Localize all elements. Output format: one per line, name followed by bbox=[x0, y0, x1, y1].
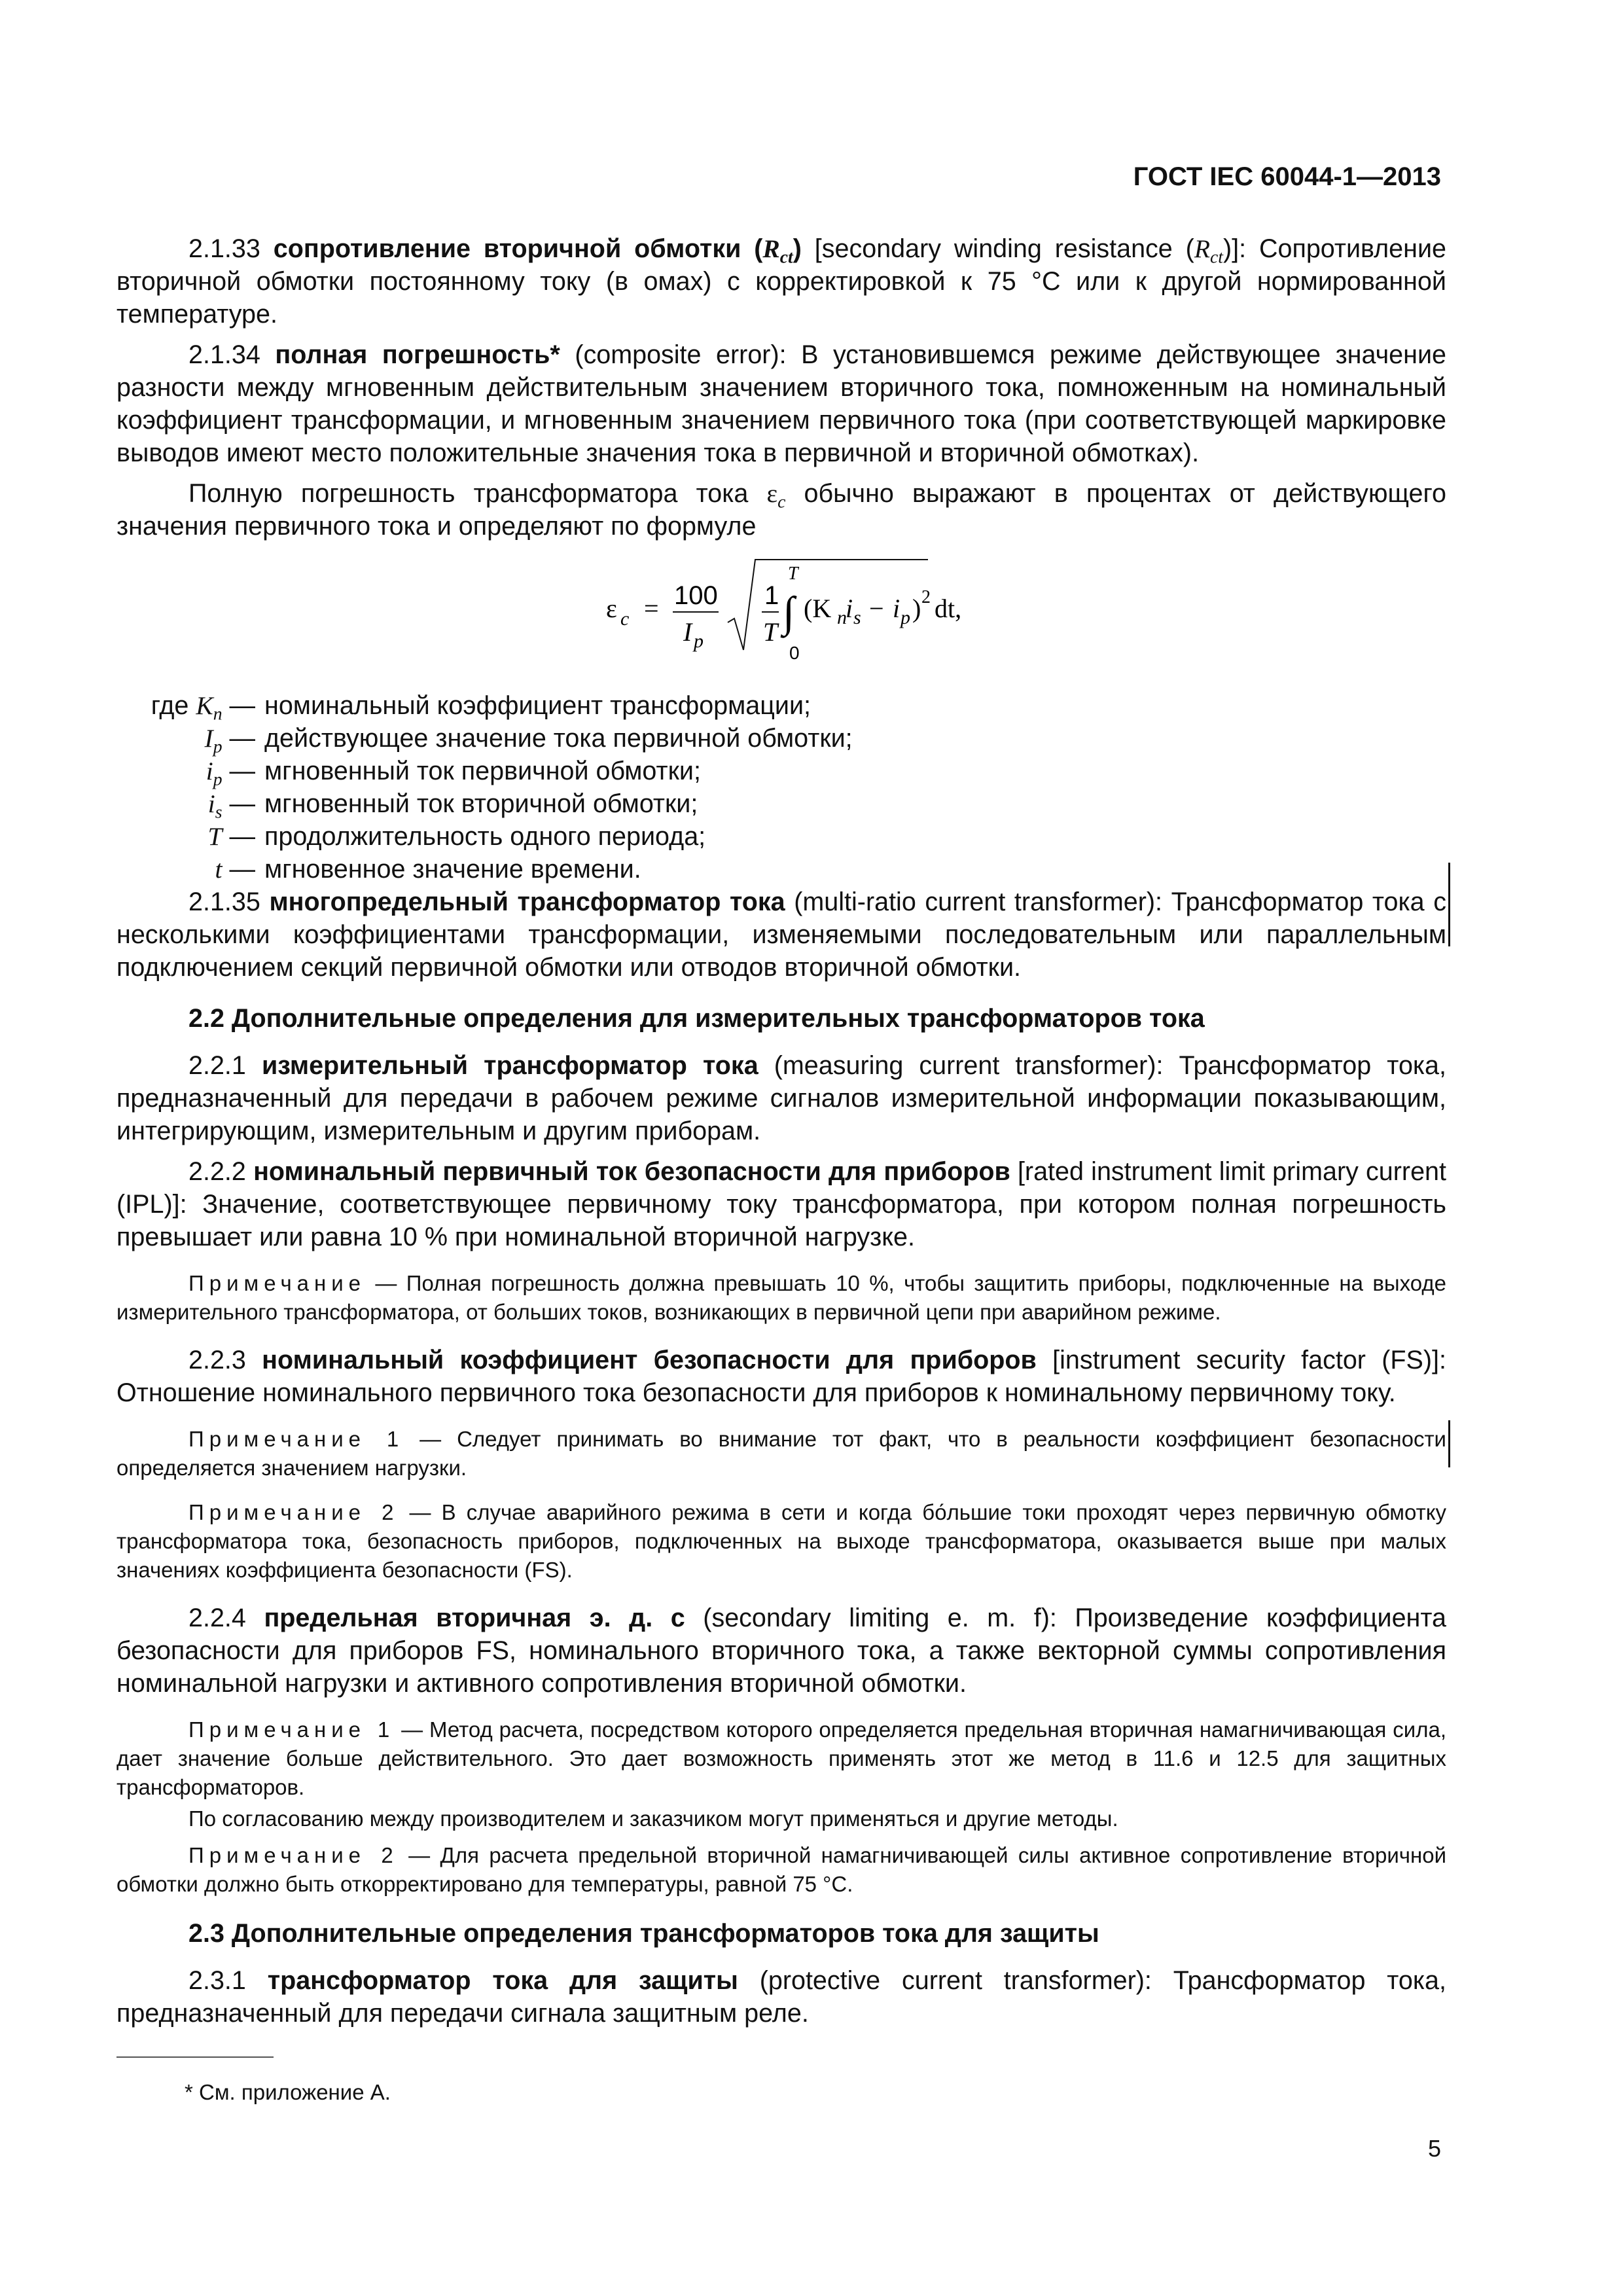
footnote-separator bbox=[116, 2056, 274, 2058]
svg-text:T: T bbox=[763, 617, 778, 647]
term: измерительный трансформатор тока bbox=[261, 1051, 758, 1080]
paragraph-2-2-2 bbox=[116, 1155, 1446, 1253]
symbol: где $K_n$ — bbox=[151, 691, 255, 724]
symbol-description: мгновенное значение времени. bbox=[264, 855, 641, 884]
paragraph-2-2-3 bbox=[116, 1344, 1446, 1409]
note-label: Примечание bbox=[188, 1271, 366, 1295]
section-title-2-3: 2.3 Дополнительные определения трансформаторов тока для защиты bbox=[188, 1919, 1099, 1948]
clause-number: 2.2.3 bbox=[188, 1346, 246, 1374]
symbol: $I_p$ — bbox=[204, 724, 255, 757]
standard-header: ГОСТ IEC 60044-1—2013 bbox=[1133, 162, 1441, 191]
symbol: T — bbox=[207, 822, 255, 851]
clause-number: 2.2.1 bbox=[188, 1051, 246, 1080]
symbol-description: мгновенный ток первичной обмотки; bbox=[264, 757, 701, 785]
symbol-description: действующее значение тока первичной обмотки; bbox=[264, 724, 853, 753]
svg-text:): ) bbox=[912, 594, 921, 623]
svg-text:0: 0 bbox=[789, 643, 800, 663]
svg-text:i: i bbox=[846, 594, 853, 623]
term: сопротивление вторичной обмотки $(R_{ct})$ bbox=[273, 234, 802, 267]
symbol-definition-row bbox=[124, 820, 1446, 853]
symbol-definition-row bbox=[124, 787, 1446, 820]
svg-text:p: p bbox=[694, 630, 704, 652]
note-label: Примечание 1 bbox=[188, 1427, 404, 1451]
page-number: 5 bbox=[1427, 2135, 1441, 2162]
symbol-description: мгновенный ток вторичной обмотки; bbox=[264, 789, 698, 818]
formula-lhs: ε bbox=[606, 594, 617, 623]
document-body bbox=[116, 232, 1446, 2030]
svg-text:2: 2 bbox=[921, 587, 931, 607]
term: предельная вторичная э. д. с bbox=[264, 1604, 685, 1632]
definition-text: [instrument security factor (FS)]: Отношение номинального первичного тока безопасности для приборов к номинальному первичному току. bbox=[116, 1346, 1446, 1407]
svg-text:=: = bbox=[644, 594, 659, 623]
term: трансформатор тока для защиты bbox=[267, 1966, 738, 1995]
term: полная погрешность* bbox=[275, 340, 560, 369]
paragraph-2-1-33: 2.1.33 сопротивление вторичной обмотки $(R_{ct})$ [secondary winding resistance $(R_{ct})$]: Сопротивление вторичной обмотки постоянному току (в омах) с корректировкой к 75 °С или к другой нормированной температуре. bbox=[116, 234, 1447, 329]
note: Примечание 2 — Для расчета предельной вторичной намагничивающей силы активное сопротивление вторичной обмотки должно быть откорректировано для температуры, равной 75 °С. bbox=[116, 1843, 1447, 1896]
svg-text:c: c bbox=[620, 608, 630, 630]
definition-text: [rated instrument limit primary current (IPL)]: Значение, соответствующее первичному току трансформатора, при котором полная погрешность превышает или равна 10 % при номинальной вторичной нагрузке. bbox=[116, 1157, 1446, 1251]
svg-text:p: p bbox=[901, 607, 910, 628]
clause-number: 2.1.34 bbox=[188, 340, 260, 369]
definition-text: (secondary limiting e. m. f): Произведение коэффициента безопасности для приборов FS, номинального вторичного тока, а также векторной суммы сопротивления номинальной нагрузки и активного сопротивления вторичной обмотки. bbox=[116, 1604, 1446, 1698]
symbol: t — bbox=[215, 855, 255, 884]
symbol-description: продолжительность одного периода; bbox=[264, 822, 706, 851]
clause-number: 2.2.2 bbox=[188, 1157, 246, 1186]
note-label: Примечание 2 bbox=[188, 1843, 399, 1867]
svg-text:s: s bbox=[853, 607, 861, 628]
symbol-definition-row bbox=[124, 853, 1446, 886]
definition-text: (multi-ratio current transformer): Трансформатор тока с несколькими коэффициентами трансформации, изменяемыми последовательным или параллельным подключением секций первичной обмотки или отводов вторичной обмотки. bbox=[116, 888, 1446, 982]
note: Примечание 2 — В случае аварийного режима в сети и когда бо́льшие токи проходят через первичную обмотку трансформатора тока, безопасность приборов, подключенных на выходе трансформатора, оказывается выше при малых значениях коэффициента безопасности (FS). bbox=[116, 1500, 1446, 1582]
note: Примечание 1 — Следует принимать во внимание тот факт, что в реальности коэффициент безопасности определяется значением нагрузки. bbox=[116, 1427, 1446, 1480]
definition-text: (composite error): В установившемся режиме действующее значение разности между мгновенным действительным значением вторичного тока, помноженным на номинальный коэффициент трансформации, и мгновенным значением первичного тока (при соответствующей маркировке выводов имеют место положительные значения тока в первичной и вторичной обмотках). bbox=[116, 340, 1446, 467]
note-continuation: По согласованию между производителем и заказчиком могут применяться и другие методы. bbox=[188, 1806, 1118, 1831]
definition-text: (measuring current transformer): Трансформатор тока, предназначенный для передачи в рабочем режиме сигналов измерительной информации показывающим, интегрирующим, измерительным и другим приборам. bbox=[116, 1051, 1447, 1145]
symbol-definition-row bbox=[124, 755, 1446, 787]
definition-text: Сопротивление вторичной обмотки постоянному току (в омах) с корректировкой к 75 °С или к другой нормированной температуре. bbox=[116, 234, 1447, 329]
symbol-definition-row bbox=[124, 722, 1446, 755]
clause-number: 2.3.1 bbox=[188, 1966, 246, 1995]
where-prefix: где bbox=[151, 691, 189, 720]
paragraph-2-1-35 bbox=[116, 886, 1446, 984]
clause-number: 2.1.33 bbox=[188, 234, 260, 263]
symbol: $i_s$ — bbox=[207, 789, 255, 822]
symbol: $i_p$ — bbox=[205, 757, 255, 789]
symbol-description: номинальный коэффициент трансформации; bbox=[264, 691, 811, 720]
integral-sign: ∫ bbox=[783, 588, 795, 636]
definition-text: (protective current transformer): Трансформатор тока, предназначенный для передачи сигнала защитным реле. bbox=[116, 1966, 1446, 2028]
svg-text:n: n bbox=[837, 607, 847, 628]
clause-number: 2.1.35 bbox=[188, 888, 260, 916]
paragraph-2-2-4 bbox=[116, 1602, 1446, 1700]
footnote: * См. приложение А. bbox=[185, 2080, 391, 2104]
paragraph-2-2-1 bbox=[116, 1049, 1446, 1147]
svg-text:dt,: dt, bbox=[935, 594, 962, 623]
svg-text:100: 100 bbox=[674, 581, 718, 610]
term: многопредельный трансформатор тока bbox=[269, 888, 785, 916]
paragraph-2-3-1 bbox=[116, 1964, 1446, 2030]
note: Примечание — Полная погрешность должна превышать 10 %, чтобы защитить приборы, подключенные на выходе измерительного трансформатора, от больших токов, возникающих в первичной цепи при аварийном режиме. bbox=[116, 1271, 1446, 1324]
symbol-definition-row bbox=[124, 689, 1446, 722]
note-label: Примечание 2 bbox=[188, 1500, 399, 1524]
svg-text:(K: (K bbox=[804, 594, 832, 623]
clause-number: 2.2.4 bbox=[188, 1604, 246, 1632]
svg-text:1: 1 bbox=[764, 581, 779, 610]
term: номинальный коэффициент безопасности для приборов bbox=[262, 1346, 1037, 1374]
composite-error-formula bbox=[116, 550, 1446, 681]
formula-intro: Полную погрешность трансформатора тока $\varepsilon_c$ обычно выражают в процентах от действующего значения первичного тока и определяют по формуле bbox=[116, 479, 1446, 541]
symbol-definitions bbox=[124, 689, 1446, 886]
note: Примечание 1 — Метод расчета, посредством которого определяется предельная вторичная намагничивающая сила, дает значение больше действительного. Это дает возможность применять этот же метод в 11.6 и 12.5 для защитных трансформаторов. bbox=[116, 1717, 1446, 1799]
svg-text:I: I bbox=[683, 617, 692, 647]
change-bar bbox=[1448, 863, 1450, 946]
svg-text:−: − bbox=[869, 594, 884, 623]
change-bar bbox=[1448, 1420, 1450, 1467]
paragraph-2-1-34 bbox=[116, 338, 1446, 469]
note-label: Примечание 1 bbox=[188, 1717, 395, 1742]
section-title-2-2: 2.2 Дополнительные определения для измерительных трансформаторов тока bbox=[188, 1004, 1205, 1033]
svg-text:i: i bbox=[893, 594, 901, 623]
term: номинальный первичный ток безопасности для приборов bbox=[253, 1157, 1010, 1186]
svg-text:T: T bbox=[788, 564, 798, 584]
